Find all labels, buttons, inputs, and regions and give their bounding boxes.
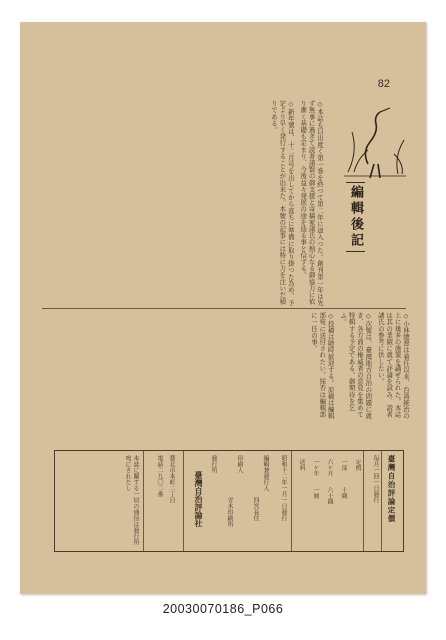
- colophon-box: [54, 450, 404, 552]
- body-text-upper: [54, 100, 324, 310]
- divider: [143, 451, 144, 551]
- price-row-label: 一部: [340, 459, 346, 471]
- editor-label: 編輯兼發行人: [262, 455, 269, 491]
- notice: 本誌に關する一切の通信は發行所宛にされたし: [124, 455, 139, 545]
- frequency-note: 毎月一回一日發行: [372, 455, 379, 503]
- colophon-title: 臺灣自治評論定價: [387, 455, 396, 523]
- body-text-lower: [50, 312, 410, 424]
- divider: [42, 308, 406, 309]
- price-row-label: 定價: [354, 459, 360, 471]
- divider: [183, 451, 184, 551]
- address: 臺北市本町二丁目: [168, 455, 175, 503]
- publisher-name: 臺灣自治評論社: [194, 471, 204, 527]
- heron-illustration-icon: [340, 102, 410, 182]
- page-number: 82: [377, 78, 390, 90]
- divider: [381, 451, 382, 551]
- magazine-page: [20, 22, 426, 594]
- section-heading: 編輯後記: [346, 182, 365, 252]
- paragraph: ◇本誌も目出度く第一巻を終つて第二年に這入つた。創刊第一年は先ず無事に過ぎて読者諸賢の御支援と寄稿家諸氏の熱心なる御協力に依り漸く基礎も定まり、今後益々発展の途を辿る事と信ずる。: [299, 100, 324, 307]
- paragraph: ◇小林總督は着任以来、台湾統治の上に幾多の施策を講ぜられた。本誌は其の業績に就て評論を試み、読者諸氏の参考に供したい。: [376, 312, 410, 420]
- price-value: 一圓: [312, 487, 318, 499]
- price-value: 送料: [298, 459, 304, 471]
- paragraph: ◇次號は、臺灣地方自治の問題に就き、各方面の権威者の意見を集めて特輯する予定である。御期待を乞ふ。: [339, 312, 373, 420]
- paragraph: ◇投稿は随時歓迎する。原稿は編輯部宛に送付されたい。採否は編輯部に一任の事。: [309, 312, 335, 420]
- price-value: 十錢: [340, 487, 346, 499]
- price-value: 六十錢: [326, 487, 332, 505]
- price-row-label: 一ケ年: [312, 459, 318, 477]
- price-row-label: 六ケ月: [326, 459, 332, 477]
- image-caption: 20030070186_P066: [162, 602, 284, 616]
- printer-label: 印刷人: [236, 455, 243, 473]
- issue-note: 昭和十二年一月一日發行: [280, 455, 287, 521]
- phone: 電話二九〇二番: [156, 455, 163, 497]
- editor-name: 四宮長住: [252, 497, 259, 521]
- price-table: [295, 457, 365, 545]
- divider: [291, 451, 292, 551]
- paragraph: ◇新年號は、十二月号を出してから直ちに準備に取り掛つた為め、予定より早く発行することが出来た。本號の記事には特に力を注いだ積りである。: [269, 100, 295, 307]
- printer-name: 青木印刷所: [226, 497, 233, 527]
- publisher-label: 發行所: [210, 455, 217, 473]
